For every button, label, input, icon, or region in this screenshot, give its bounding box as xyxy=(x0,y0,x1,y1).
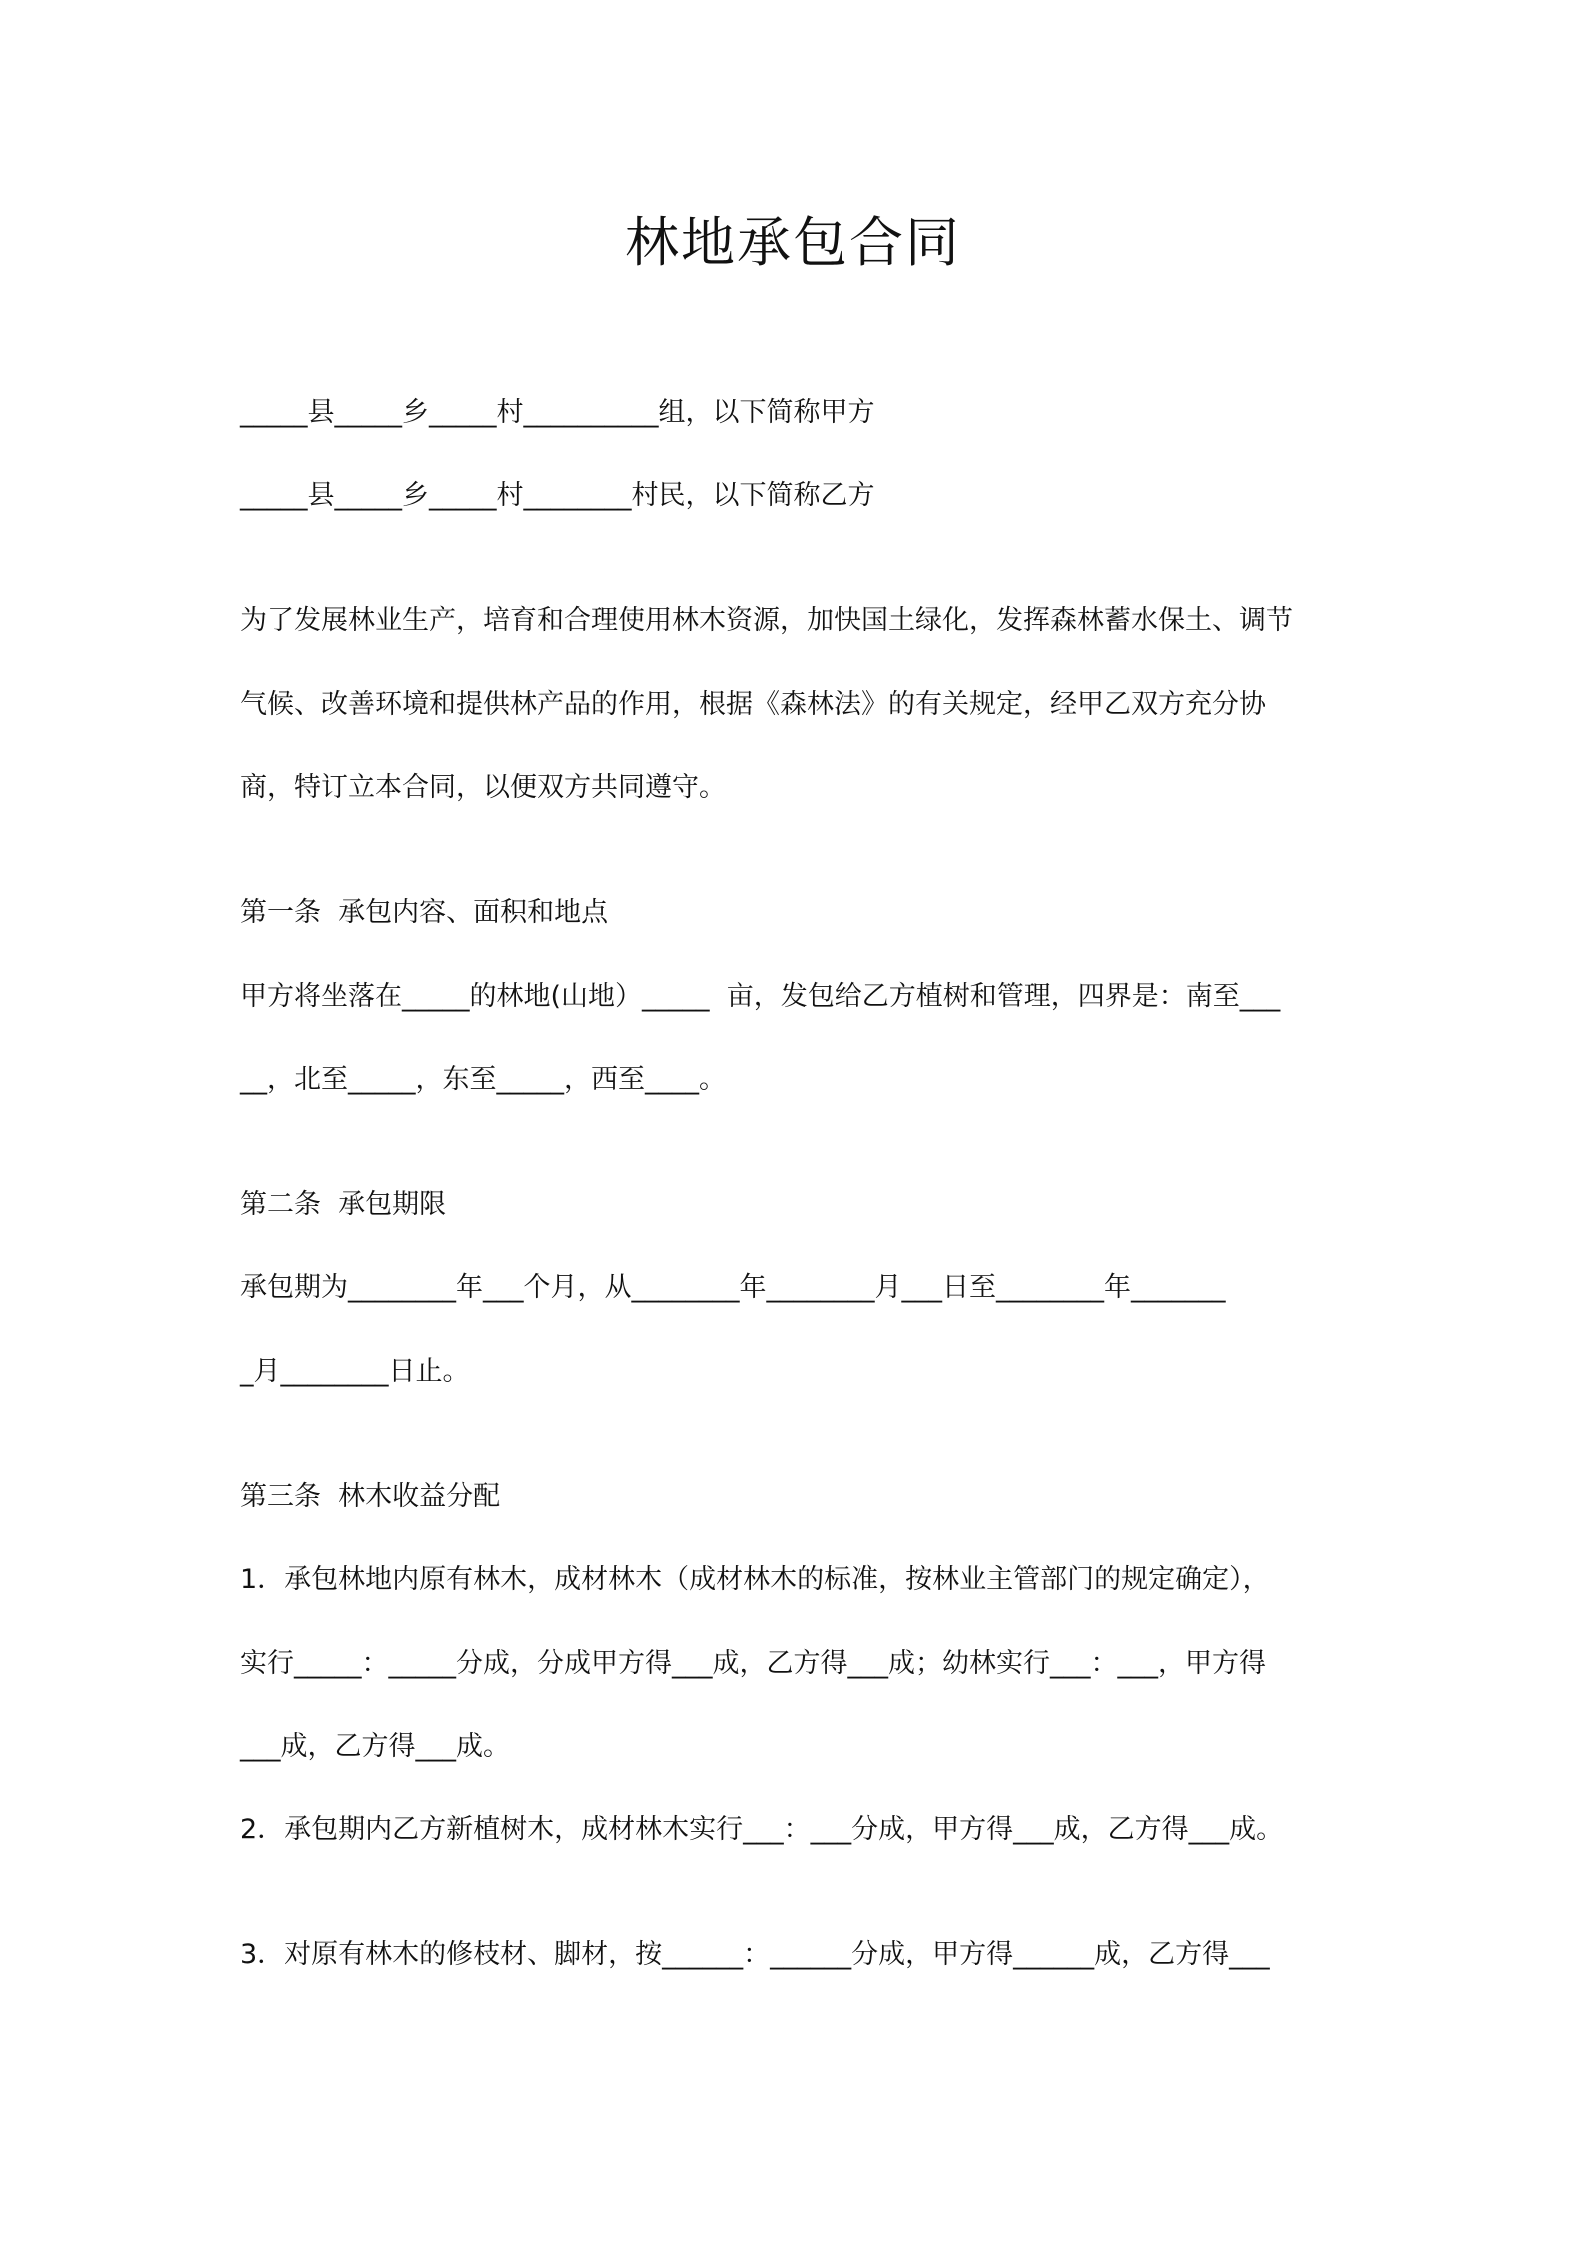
article1-heading: 第一条 承包内容、面积和地点 xyxy=(240,897,609,928)
preamble-line-1: 为了发展林业生产，培育和合理使用林木资源，加快国土绿化，发挥森林蓄水保土、调节 xyxy=(240,605,1293,636)
article3-item1-line-1: 1．承包林地内原有林木，成材林木（成材林木的标准，按林业主管部门的规定确定）， xyxy=(240,1564,1270,1595)
article1-line-2: __，北至_____，东至_____，西至____。 xyxy=(240,1064,726,1095)
article3-item1-line-3: ___成，乙方得___成。 xyxy=(240,1731,510,1762)
preamble-line-3: 商，特订立本合同，以便双方共同遵守。 xyxy=(240,772,726,803)
party-a-line: _____县_____乡_____村__________组，以下简称甲方 xyxy=(240,397,875,428)
article3-heading: 第三条 林木收益分配 xyxy=(240,1481,501,1512)
article3-item2: 2．承包期内乙方新植树木，成材林木实行___：___分成，甲方得___成，乙方得___成。 xyxy=(240,1814,1284,1845)
article3-item3: 3．对原有林木的修枝材、脚材，按______：______分成，甲方得______成，乙方得___ xyxy=(240,1939,1270,1970)
preamble-line-2: 气候、改善环境和提供林产品的作用，根据《森林法》的有关规定，经甲乙双方充分协 xyxy=(240,689,1266,720)
article1-line-1: 甲方将坐落在_____的林地(山地）_____ 亩，发包给乙方植树和管理，四界是：南至___ xyxy=(240,981,1281,1012)
article3-item1-line-2: 实行_____：_____分成，分成甲方得___成，乙方得___成；幼林实行___：___，甲方得 xyxy=(240,1648,1266,1679)
article2-heading: 第二条 承包期限 xyxy=(240,1189,447,1220)
article2-line-2: _月________日止。 xyxy=(240,1356,470,1387)
document-title: 林地承包合同 xyxy=(625,211,961,274)
party-b-line: _____县_____乡_____村________村民，以下简称乙方 xyxy=(240,480,875,511)
article2-line-1: 承包期为________年___个月，从________年________月___日至________年_______ xyxy=(240,1272,1226,1303)
